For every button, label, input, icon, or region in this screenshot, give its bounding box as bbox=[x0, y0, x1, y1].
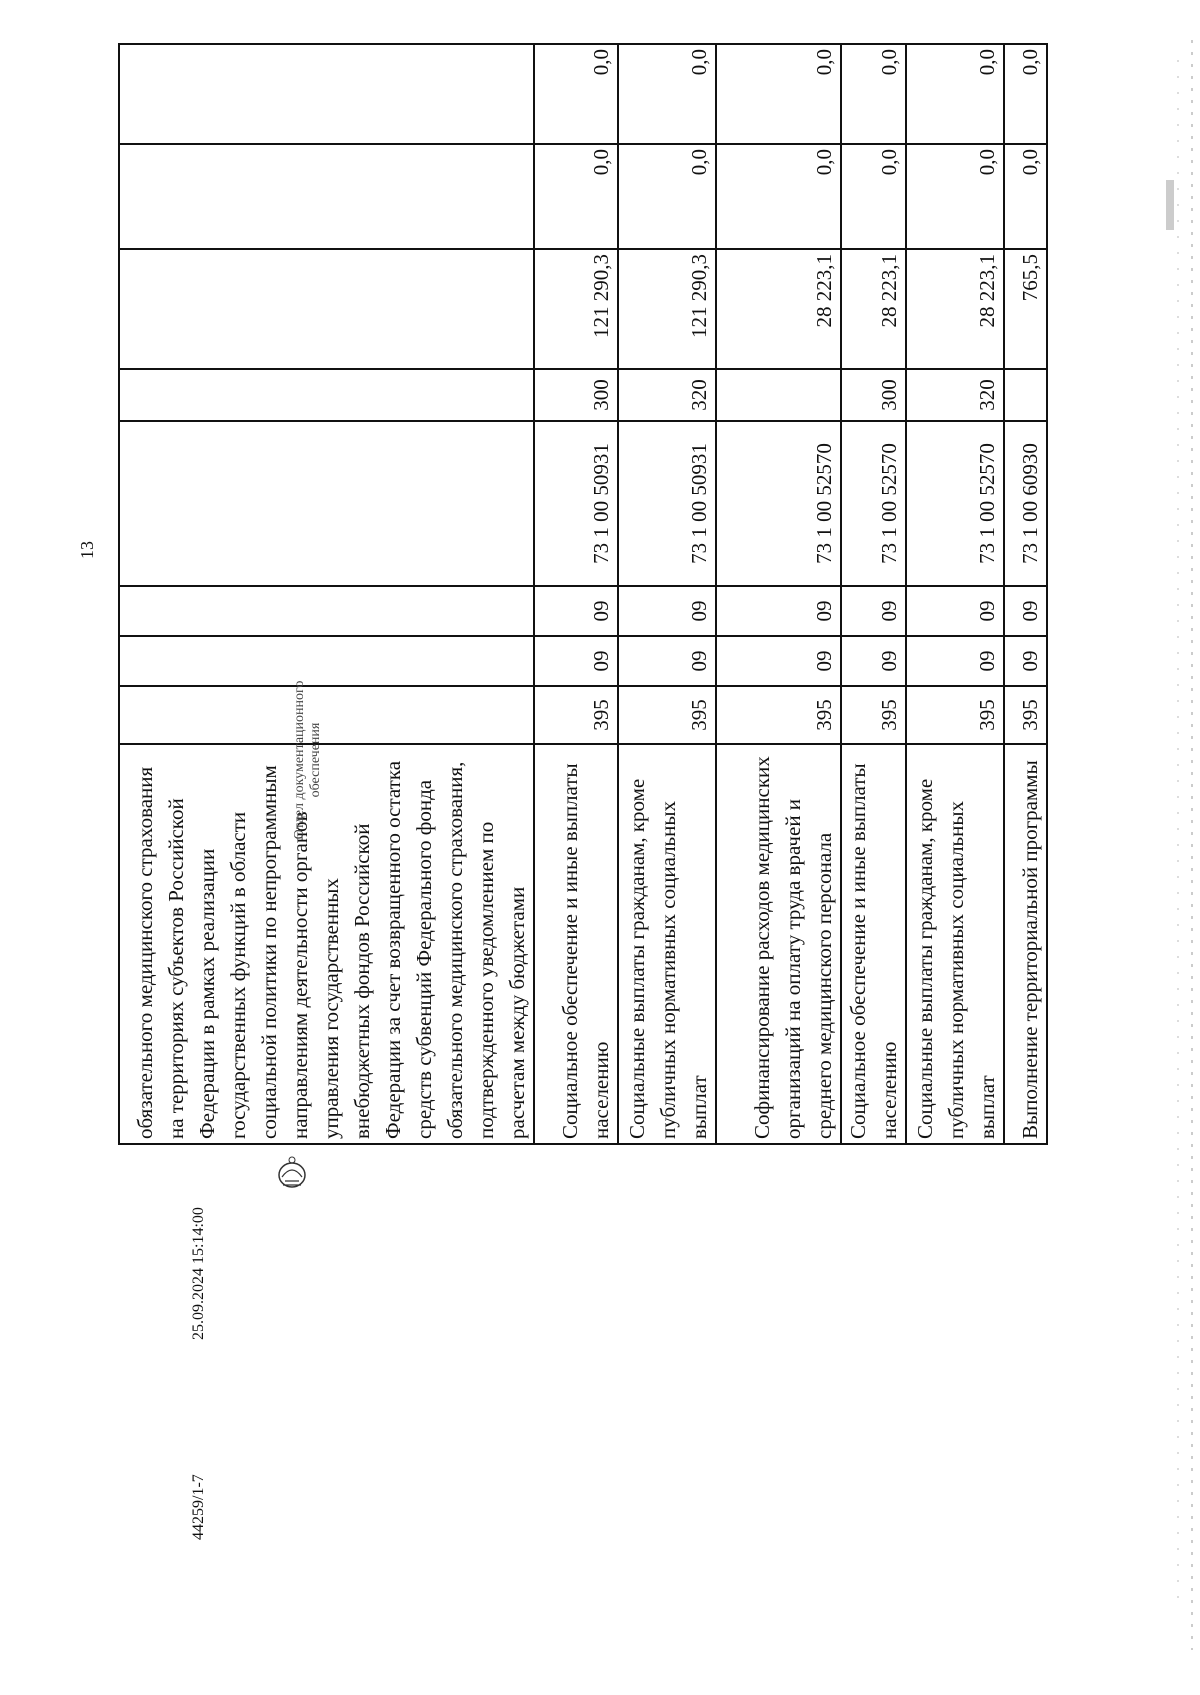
row-name: Социальное обеспечение и иные выплаты населению bbox=[534, 744, 618, 1144]
cell-vr: 300 bbox=[534, 369, 618, 421]
row-name: Выполнение территориальной программы bbox=[1004, 744, 1047, 1144]
cell-sum-1: 765,5 bbox=[1004, 249, 1047, 369]
cell-rz: 09 bbox=[841, 636, 907, 686]
cell-vr bbox=[1004, 369, 1047, 421]
cell-pr bbox=[119, 586, 534, 636]
cell-vr: 320 bbox=[906, 369, 1003, 421]
cell-rz: 09 bbox=[534, 636, 618, 686]
cell-sum-3: 0,0 bbox=[534, 44, 618, 144]
cell-ved: 395 bbox=[534, 686, 618, 744]
cell-sum-1 bbox=[119, 249, 534, 369]
cell-vr: 300 bbox=[841, 369, 907, 421]
row-name: Софинансирование расходов медицинских организаций на оплату труда врачей и среднего медицинского персонала bbox=[716, 744, 841, 1144]
cell-sum-1: 28 223,1 bbox=[716, 249, 841, 369]
cell-sum-1: 121 290,3 bbox=[534, 249, 618, 369]
table-row bbox=[119, 44, 534, 1144]
cell-sum-3 bbox=[119, 44, 534, 144]
cell-sum-2: 0,0 bbox=[716, 144, 841, 249]
cell-sum-2: 0,0 bbox=[618, 144, 715, 249]
cell-csr: 73 1 00 52570 bbox=[716, 421, 841, 586]
cell-pr: 09 bbox=[534, 586, 618, 636]
cell-sum-2: 0,0 bbox=[906, 144, 1003, 249]
cell-rz: 09 bbox=[1004, 636, 1047, 686]
cell-rz: 09 bbox=[618, 636, 715, 686]
row-name: Социальные выплаты гражданам, кроме публичных нормативных социальных выплат bbox=[618, 744, 715, 1144]
cell-vr bbox=[716, 369, 841, 421]
cell-sum-3: 0,0 bbox=[841, 44, 907, 144]
department-stamp bbox=[292, 645, 324, 875]
cell-csr: 73 1 00 52570 bbox=[841, 421, 907, 586]
footer-doc-number: 44259/1-7 bbox=[190, 1474, 207, 1540]
cell-csr: 73 1 00 52570 bbox=[906, 421, 1003, 586]
cell-pr: 09 bbox=[618, 586, 715, 636]
cell-sum-2 bbox=[119, 144, 534, 249]
cell-pr: 09 bbox=[1004, 586, 1047, 636]
cell-ved: 395 bbox=[618, 686, 715, 744]
cell-pr: 09 bbox=[906, 586, 1003, 636]
rotated-page bbox=[118, 45, 1048, 1145]
cell-csr: 73 1 00 60930 bbox=[1004, 421, 1047, 586]
footer-datetime: 25.09.2024 15:14:00 bbox=[190, 1207, 207, 1340]
cell-ved bbox=[119, 686, 534, 744]
cell-sum-1: 28 223,1 bbox=[841, 249, 907, 369]
cell-csr bbox=[119, 421, 534, 586]
cell-ved: 395 bbox=[1004, 686, 1047, 744]
cell-ved: 395 bbox=[841, 686, 907, 744]
emblem-logo bbox=[277, 1155, 307, 1189]
cell-csr: 73 1 00 50931 bbox=[618, 421, 715, 586]
scan-edge-marks bbox=[1140, 0, 1200, 1695]
cell-csr: 73 1 00 50931 bbox=[534, 421, 618, 586]
cell-sum-2: 0,0 bbox=[534, 144, 618, 249]
row-name: Социальные выплаты гражданам, кроме публичных нормативных социальных выплат bbox=[906, 744, 1003, 1144]
table-row bbox=[534, 44, 618, 1144]
row-name: Социальное обеспечение и иные выплаты населению bbox=[841, 744, 907, 1144]
cell-vr bbox=[119, 369, 534, 421]
cell-sum-1: 121 290,3 bbox=[618, 249, 715, 369]
cell-sum-3: 0,0 bbox=[1004, 44, 1047, 144]
cell-sum-1: 28 223,1 bbox=[906, 249, 1003, 369]
budget-table bbox=[118, 43, 1048, 1145]
cell-sum-2: 0,0 bbox=[841, 144, 907, 249]
row-name: обязательного медицинского страхования на территориях субъектов Российской Федерации в рамках реализации государственных функций в области социальной политики по непрограммным направлениям деятельности органов управления государственных внебюджетных фондов Российской Федерации за счет возвращенного остатка средств субвенций Федерального фонда обязательного медицинского страхования, подтвержденного уведомлением по расчетам между бюджетами bbox=[119, 744, 534, 1144]
cell-ved: 395 bbox=[906, 686, 1003, 744]
table-row bbox=[841, 44, 907, 1144]
cell-pr: 09 bbox=[841, 586, 907, 636]
table-row bbox=[618, 44, 715, 1144]
cell-vr: 320 bbox=[618, 369, 715, 421]
cell-sum-2: 0,0 bbox=[1004, 144, 1047, 249]
page-number: 13 bbox=[77, 541, 97, 559]
table-row bbox=[1004, 44, 1047, 1144]
cell-sum-3: 0,0 bbox=[618, 44, 715, 144]
cell-rz: 09 bbox=[906, 636, 1003, 686]
cell-rz: 09 bbox=[716, 636, 841, 686]
cell-rz bbox=[119, 636, 534, 686]
cell-sum-3: 0,0 bbox=[906, 44, 1003, 144]
cell-pr: 09 bbox=[716, 586, 841, 636]
stamp-line-2: обеспечения bbox=[308, 722, 323, 798]
stamp-line-1: Отдел документационного bbox=[292, 680, 307, 840]
table-row bbox=[716, 44, 841, 1144]
table-row bbox=[906, 44, 1003, 1144]
cell-ved: 395 bbox=[716, 686, 841, 744]
cell-sum-3: 0,0 bbox=[716, 44, 841, 144]
